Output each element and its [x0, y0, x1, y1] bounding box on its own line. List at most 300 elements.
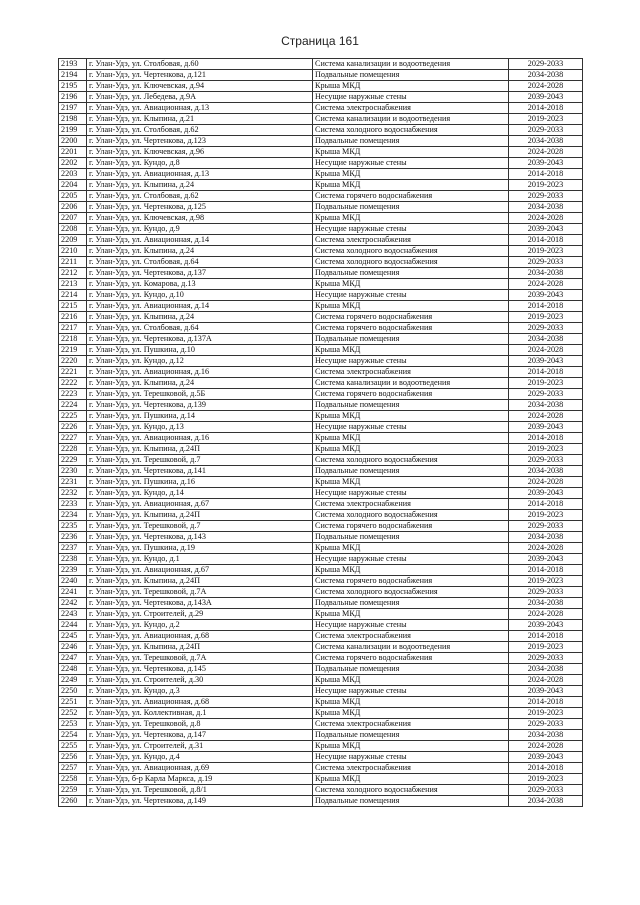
work-type-cell: Крыша МКД [313, 169, 509, 180]
row-number: 2254 [59, 730, 87, 741]
period-cell: 2019-2023 [509, 510, 583, 521]
work-type-cell: Крыша МКД [313, 411, 509, 422]
period-cell: 2019-2023 [509, 246, 583, 257]
table-row [59, 279, 583, 290]
address-cell: г. Улан-Удэ, ул. Чертенкова, д.123 [87, 136, 313, 147]
work-type-cell: Система холодного водоснабжения [313, 125, 509, 136]
row-number: 2244 [59, 620, 87, 631]
period-cell: 2014-2018 [509, 631, 583, 642]
row-number: 2208 [59, 224, 87, 235]
registry-table [58, 58, 583, 807]
period-cell: 2019-2023 [509, 378, 583, 389]
table-row [59, 169, 583, 180]
row-number: 2202 [59, 158, 87, 169]
row-number: 2196 [59, 92, 87, 103]
period-cell: 2024-2028 [509, 81, 583, 92]
work-type-cell: Подвальные помещения [313, 664, 509, 675]
work-type-cell: Система горячего водоснабжения [313, 312, 509, 323]
address-cell: г. Улан-Удэ, ул. Строителей, д.31 [87, 741, 313, 752]
row-number: 2200 [59, 136, 87, 147]
table-row [59, 356, 583, 367]
work-type-cell: Подвальные помещения [313, 598, 509, 609]
period-cell: 2014-2018 [509, 301, 583, 312]
address-cell: г. Улан-Удэ, ул. Клыпина, д.24 [87, 378, 313, 389]
address-cell: г. Улан-Удэ, ул. Ключевская, д.96 [87, 147, 313, 158]
work-type-cell: Система холодного водоснабжения [313, 257, 509, 268]
address-cell: г. Улан-Удэ, ул. Терешковой, д.7А [87, 653, 313, 664]
work-type-cell: Система горячего водоснабжения [313, 191, 509, 202]
row-number: 2250 [59, 686, 87, 697]
work-type-cell: Крыша МКД [313, 279, 509, 290]
table-row [59, 631, 583, 642]
table-row [59, 752, 583, 763]
address-cell: г. Улан-Удэ, ул. Лебедева, д.9А [87, 92, 313, 103]
table-row [59, 477, 583, 488]
table-row [59, 510, 583, 521]
work-type-cell: Несущие наружные стены [313, 158, 509, 169]
work-type-cell: Подвальные помещения [313, 268, 509, 279]
work-type-cell: Крыша МКД [313, 565, 509, 576]
address-cell: г. Улан-Удэ, ул. Ключевская, д.94 [87, 81, 313, 92]
address-cell: г. Улан-Удэ, ул. Кундо, д.12 [87, 356, 313, 367]
work-type-cell: Подвальные помещения [313, 730, 509, 741]
work-type-cell: Система холодного водоснабжения [313, 785, 509, 796]
work-type-cell: Система электроснабжения [313, 235, 509, 246]
work-type-cell: Система горячего водоснабжения [313, 653, 509, 664]
row-number: 2204 [59, 180, 87, 191]
work-type-cell: Несущие наружные стены [313, 620, 509, 631]
table-row [59, 59, 583, 70]
work-type-cell: Система горячего водоснабжения [313, 389, 509, 400]
period-cell: 2039-2043 [509, 356, 583, 367]
table-row [59, 81, 583, 92]
row-number: 2228 [59, 444, 87, 455]
row-number: 2237 [59, 543, 87, 554]
table-row [59, 763, 583, 774]
table-row [59, 576, 583, 587]
address-cell: г. Улан-Удэ, ул. Кундо, д.10 [87, 290, 313, 301]
row-number: 2242 [59, 598, 87, 609]
address-cell: г. Улан-Удэ, ул. Столбовая, д.62 [87, 125, 313, 136]
table-row [59, 400, 583, 411]
row-number: 2210 [59, 246, 87, 257]
table-row [59, 488, 583, 499]
row-number: 2205 [59, 191, 87, 202]
work-type-cell: Несущие наружные стены [313, 290, 509, 301]
row-number: 2238 [59, 554, 87, 565]
period-cell: 2039-2043 [509, 752, 583, 763]
period-cell: 2034-2038 [509, 796, 583, 807]
work-type-cell: Крыша МКД [313, 345, 509, 356]
work-type-cell: Несущие наружные стены [313, 422, 509, 433]
address-cell: г. Улан-Удэ, ул. Терешковой, д.7А [87, 587, 313, 598]
row-number: 2222 [59, 378, 87, 389]
table-row [59, 532, 583, 543]
period-cell: 2019-2023 [509, 444, 583, 455]
work-type-cell: Крыша МКД [313, 675, 509, 686]
work-type-cell: Система канализации и водоотведения [313, 642, 509, 653]
table-row [59, 312, 583, 323]
row-number: 2223 [59, 389, 87, 400]
period-cell: 2024-2028 [509, 675, 583, 686]
row-number: 2221 [59, 367, 87, 378]
address-cell: г. Улан-Удэ, ул. Чертенкова, д.141 [87, 466, 313, 477]
address-cell: г. Улан-Удэ, ул. Чертенкова, д.147 [87, 730, 313, 741]
address-cell: г. Улан-Удэ, ул. Коллективная, д.1 [87, 708, 313, 719]
period-cell: 2034-2038 [509, 334, 583, 345]
address-cell: г. Улан-Удэ, ул. Чертенкова, д.121 [87, 70, 313, 81]
work-type-cell: Несущие наружные стены [313, 92, 509, 103]
address-cell: г. Улан-Удэ, ул. Кундо, д.4 [87, 752, 313, 763]
address-cell: г. Улан-Удэ, ул. Авиационная, д.13 [87, 103, 313, 114]
row-number: 2260 [59, 796, 87, 807]
period-cell: 2024-2028 [509, 147, 583, 158]
address-cell: г. Улан-Удэ, ул. Столбовая, д.62 [87, 191, 313, 202]
work-type-cell: Крыша МКД [313, 444, 509, 455]
work-type-cell: Подвальные помещения [313, 400, 509, 411]
work-type-cell: Система электроснабжения [313, 631, 509, 642]
period-cell: 2014-2018 [509, 499, 583, 510]
address-cell: г. Улан-Удэ, ул. Авиационная, д.69 [87, 763, 313, 774]
period-cell: 2039-2043 [509, 158, 583, 169]
table-row [59, 345, 583, 356]
period-cell: 2039-2043 [509, 620, 583, 631]
row-number: 2240 [59, 576, 87, 587]
work-type-cell: Система холодного водоснабжения [313, 455, 509, 466]
row-number: 2235 [59, 521, 87, 532]
period-cell: 2019-2023 [509, 708, 583, 719]
period-cell: 2024-2028 [509, 543, 583, 554]
table-row [59, 257, 583, 268]
table-row [59, 730, 583, 741]
table-row [59, 455, 583, 466]
period-cell: 2024-2028 [509, 213, 583, 224]
row-number: 2220 [59, 356, 87, 367]
period-cell: 2029-2033 [509, 125, 583, 136]
table-row [59, 114, 583, 125]
address-cell: г. Улан-Удэ, ул. Чертенкова, д.143 [87, 532, 313, 543]
work-type-cell: Система холодного водоснабжения [313, 510, 509, 521]
address-cell: г. Улан-Удэ, ул. Кундо, д.2 [87, 620, 313, 631]
period-cell: 2039-2043 [509, 554, 583, 565]
period-cell: 2024-2028 [509, 741, 583, 752]
work-type-cell: Несущие наружные стены [313, 356, 509, 367]
work-type-cell: Система электроснабжения [313, 763, 509, 774]
row-number: 2252 [59, 708, 87, 719]
row-number: 2213 [59, 279, 87, 290]
table-row [59, 103, 583, 114]
address-cell: г. Улан-Удэ, ул. Столбовая, д.64 [87, 323, 313, 334]
period-cell: 2014-2018 [509, 433, 583, 444]
period-cell: 2039-2043 [509, 686, 583, 697]
table-row [59, 433, 583, 444]
period-cell: 2039-2043 [509, 224, 583, 235]
work-type-cell: Несущие наружные стены [313, 554, 509, 565]
table-row [59, 774, 583, 785]
period-cell: 2039-2043 [509, 488, 583, 499]
period-cell: 2019-2023 [509, 312, 583, 323]
table-row [59, 598, 583, 609]
table-row [59, 202, 583, 213]
period-cell: 2034-2038 [509, 598, 583, 609]
address-cell: г. Улан-Удэ, ул. Строителей, д.30 [87, 675, 313, 686]
work-type-cell: Система холодного водоснабжения [313, 246, 509, 257]
work-type-cell: Система канализации и водоотведения [313, 114, 509, 125]
work-type-cell: Крыша МКД [313, 741, 509, 752]
table-row [59, 466, 583, 477]
table-row [59, 213, 583, 224]
address-cell: г. Улан-Удэ, ул. Клыпина, д.24 [87, 180, 313, 191]
table-row [59, 334, 583, 345]
address-cell: г. Улан-Удэ, ул. Авиационная, д.13 [87, 169, 313, 180]
address-cell: г. Улан-Удэ, ул. Авиационная, д.67 [87, 499, 313, 510]
table-row [59, 499, 583, 510]
table-row [59, 444, 583, 455]
table-row [59, 268, 583, 279]
period-cell: 2034-2038 [509, 268, 583, 279]
table-row [59, 664, 583, 675]
address-cell: г. Улан-Удэ, ул. Комарова, д.13 [87, 279, 313, 290]
period-cell: 2024-2028 [509, 345, 583, 356]
table-row [59, 554, 583, 565]
row-number: 2194 [59, 70, 87, 81]
address-cell: г. Улан-Удэ, ул. Кундо, д.8 [87, 158, 313, 169]
work-type-cell: Подвальные помещения [313, 202, 509, 213]
work-type-cell: Крыша МКД [313, 609, 509, 620]
table-row [59, 70, 583, 81]
row-number: 2206 [59, 202, 87, 213]
row-number: 2197 [59, 103, 87, 114]
period-cell: 2029-2033 [509, 785, 583, 796]
period-cell: 2024-2028 [509, 609, 583, 620]
period-cell: 2014-2018 [509, 697, 583, 708]
address-cell: г. Улан-Удэ, ул. Пушкина, д.16 [87, 477, 313, 488]
table-row [59, 235, 583, 246]
row-number: 2233 [59, 499, 87, 510]
period-cell: 2029-2033 [509, 587, 583, 598]
page-header: Страница 161 [281, 34, 359, 48]
address-cell: г. Улан-Удэ, ул. Клыпина, д.24П [87, 642, 313, 653]
period-cell: 2019-2023 [509, 114, 583, 125]
address-cell: г. Улан-Удэ, ул. Строителей, д.29 [87, 609, 313, 620]
table-row [59, 158, 583, 169]
row-number: 2224 [59, 400, 87, 411]
work-type-cell: Крыша МКД [313, 81, 509, 92]
work-type-cell: Крыша МКД [313, 301, 509, 312]
period-cell: 2014-2018 [509, 103, 583, 114]
table-row [59, 697, 583, 708]
period-cell: 2029-2033 [509, 389, 583, 400]
row-number: 2246 [59, 642, 87, 653]
table-row [59, 796, 583, 807]
work-type-cell: Крыша МКД [313, 708, 509, 719]
period-cell: 2029-2033 [509, 719, 583, 730]
table-row [59, 422, 583, 433]
period-cell: 2024-2028 [509, 477, 583, 488]
address-cell: г. Улан-Удэ, ул. Авиационная, д.16 [87, 367, 313, 378]
table-row [59, 378, 583, 389]
table-row [59, 521, 583, 532]
row-number: 2207 [59, 213, 87, 224]
period-cell: 2014-2018 [509, 565, 583, 576]
row-number: 2226 [59, 422, 87, 433]
work-type-cell: Подвальные помещения [313, 334, 509, 345]
work-type-cell: Несущие наружные стены [313, 752, 509, 763]
row-number: 2255 [59, 741, 87, 752]
address-cell: г. Улан-Удэ, ул. Авиационная, д.16 [87, 433, 313, 444]
row-number: 2236 [59, 532, 87, 543]
address-cell: г. Улан-Удэ, ул. Клыпина, д.24 [87, 246, 313, 257]
address-cell: г. Улан-Удэ, ул. Авиационная, д.68 [87, 631, 313, 642]
table-row [59, 719, 583, 730]
work-type-cell: Подвальные помещения [313, 466, 509, 477]
row-number: 2259 [59, 785, 87, 796]
table-row [59, 147, 583, 158]
period-cell: 2034-2038 [509, 400, 583, 411]
row-number: 2219 [59, 345, 87, 356]
work-type-cell: Крыша МКД [313, 543, 509, 554]
period-cell: 2039-2043 [509, 422, 583, 433]
work-type-cell: Система канализации и водоотведения [313, 59, 509, 70]
address-cell: г. Улан-Удэ, ул. Пушкина, д.10 [87, 345, 313, 356]
table-row [59, 708, 583, 719]
address-cell: г. Улан-Удэ, ул. Столбовая, д.64 [87, 257, 313, 268]
row-number: 2251 [59, 697, 87, 708]
row-number: 2257 [59, 763, 87, 774]
work-type-cell: Несущие наружные стены [313, 686, 509, 697]
work-type-cell: Подвальные помещения [313, 70, 509, 81]
period-cell: 2034-2038 [509, 532, 583, 543]
row-number: 2229 [59, 455, 87, 466]
address-cell: г. Улан-Удэ, ул. Терешковой, д.8/1 [87, 785, 313, 796]
period-cell: 2029-2033 [509, 653, 583, 664]
address-cell: г. Улан-Удэ, ул. Кундо, д.9 [87, 224, 313, 235]
row-number: 2195 [59, 81, 87, 92]
period-cell: 2034-2038 [509, 466, 583, 477]
period-cell: 2029-2033 [509, 521, 583, 532]
address-cell: г. Улан-Удэ, ул. Кундо, д.13 [87, 422, 313, 433]
row-number: 2216 [59, 312, 87, 323]
row-number: 2234 [59, 510, 87, 521]
row-number: 2215 [59, 301, 87, 312]
table-row [59, 543, 583, 554]
work-type-cell: Система электроснабжения [313, 103, 509, 114]
table-row [59, 609, 583, 620]
row-number: 2203 [59, 169, 87, 180]
work-type-cell: Несущие наружные стены [313, 488, 509, 499]
period-cell: 2019-2023 [509, 180, 583, 191]
row-number: 2214 [59, 290, 87, 301]
table-row [59, 565, 583, 576]
table-row [59, 246, 583, 257]
period-cell: 2014-2018 [509, 235, 583, 246]
period-cell: 2029-2033 [509, 455, 583, 466]
table-row [59, 301, 583, 312]
work-type-cell: Подвальные помещения [313, 136, 509, 147]
row-number: 2245 [59, 631, 87, 642]
row-number: 2217 [59, 323, 87, 334]
period-cell: 2019-2023 [509, 576, 583, 587]
work-type-cell: Система горячего водоснабжения [313, 521, 509, 532]
row-number: 2247 [59, 653, 87, 664]
address-cell: г. Улан-Удэ, ул. Авиационная, д.67 [87, 565, 313, 576]
table-row [59, 686, 583, 697]
row-number: 2225 [59, 411, 87, 422]
work-type-cell: Система электроснабжения [313, 499, 509, 510]
address-cell: г. Улан-Удэ, ул. Клыпина, д.24 [87, 312, 313, 323]
row-number: 2193 [59, 59, 87, 70]
period-cell: 2034-2038 [509, 202, 583, 213]
work-type-cell: Система горячего водоснабжения [313, 323, 509, 334]
work-type-cell: Крыша МКД [313, 477, 509, 488]
address-cell: г. Улан-Удэ, ул. Клыпина, д.24П [87, 444, 313, 455]
table-row [59, 741, 583, 752]
row-number: 2243 [59, 609, 87, 620]
table-row [59, 785, 583, 796]
address-cell: г. Улан-Удэ, ул. Чертенкова, д.139 [87, 400, 313, 411]
work-type-cell: Подвальные помещения [313, 796, 509, 807]
address-cell: г. Улан-Удэ, ул. Терешковой, д.5Б [87, 389, 313, 400]
period-cell: 2014-2018 [509, 367, 583, 378]
period-cell: 2034-2038 [509, 664, 583, 675]
address-cell: г. Улан-Удэ, ул. Чертенкова, д.145 [87, 664, 313, 675]
row-number: 2212 [59, 268, 87, 279]
work-type-cell: Система холодного водоснабжения [313, 587, 509, 598]
table-row [59, 587, 583, 598]
work-type-cell: Несущие наружные стены [313, 224, 509, 235]
address-cell: г. Улан-Удэ, ул. Кундо, д.1 [87, 554, 313, 565]
work-type-cell: Крыша МКД [313, 433, 509, 444]
address-cell: г. Улан-Удэ, ул. Ключевская, д.98 [87, 213, 313, 224]
row-number: 2227 [59, 433, 87, 444]
address-cell: г. Улан-Удэ, ул. Чертенкова, д.143А [87, 598, 313, 609]
table-row [59, 389, 583, 400]
address-cell: г. Улан-Удэ, ул. Терешковой, д.7 [87, 455, 313, 466]
row-number: 2230 [59, 466, 87, 477]
table-row [59, 323, 583, 334]
row-number: 2248 [59, 664, 87, 675]
address-cell: г. Улан-Удэ, ул. Кундо, д.3 [87, 686, 313, 697]
period-cell: 2029-2033 [509, 257, 583, 268]
address-cell: г. Улан-Удэ, ул. Кундо, д.14 [87, 488, 313, 499]
table-row [59, 136, 583, 147]
table-row [59, 675, 583, 686]
table-row [59, 653, 583, 664]
period-cell: 2039-2043 [509, 92, 583, 103]
row-number: 2211 [59, 257, 87, 268]
period-cell: 2014-2018 [509, 763, 583, 774]
work-type-cell: Система канализации и водоотведения [313, 378, 509, 389]
row-number: 2239 [59, 565, 87, 576]
address-cell: г. Улан-Удэ, ул. Клыпина, д.24П [87, 510, 313, 521]
table-row [59, 224, 583, 235]
row-number: 2198 [59, 114, 87, 125]
period-cell: 2034-2038 [509, 70, 583, 81]
row-number: 2199 [59, 125, 87, 136]
period-cell: 2014-2018 [509, 169, 583, 180]
period-cell: 2034-2038 [509, 136, 583, 147]
row-number: 2253 [59, 719, 87, 730]
address-cell: г. Улан-Удэ, ул. Чертенкова, д.137 [87, 268, 313, 279]
table-row [59, 290, 583, 301]
row-number: 2201 [59, 147, 87, 158]
address-cell: г. Улан-Удэ, ул. Авиационная, д.14 [87, 301, 313, 312]
period-cell: 2024-2028 [509, 411, 583, 422]
address-cell: г. Улан-Удэ, ул. Чертенкова, д.137А [87, 334, 313, 345]
work-type-cell: Подвальные помещения [313, 532, 509, 543]
address-cell: г. Улан-Удэ, б-р Карла Маркса, д.19 [87, 774, 313, 785]
row-number: 2218 [59, 334, 87, 345]
